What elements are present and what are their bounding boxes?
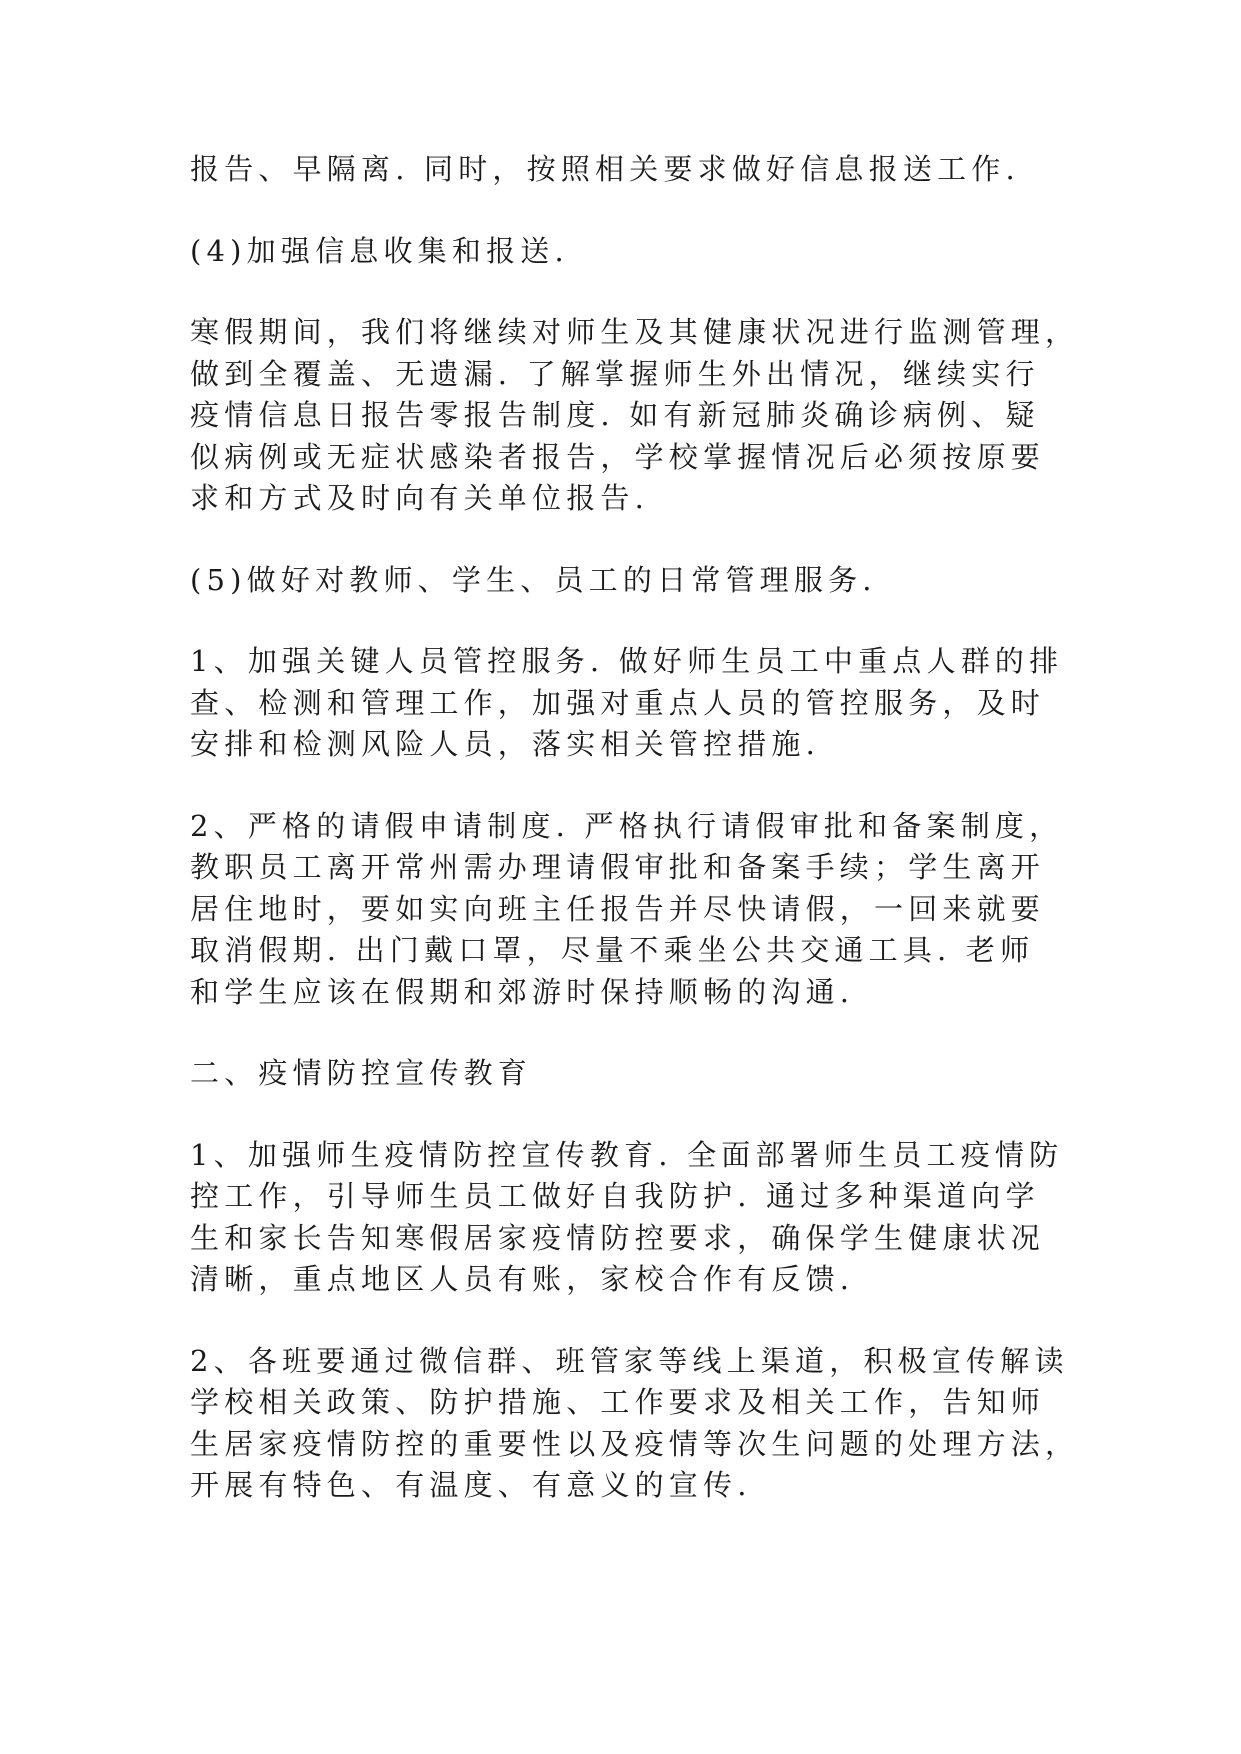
paragraph-line: 和学生应该在假期和郊游时保持顺畅的沟通. (190, 974, 855, 1009)
paragraph-line: 1、加强关键人员管控服务. 做好师生员工中重点人群的排 (190, 644, 1064, 678)
paragraph-report-intro (190, 149, 1060, 191)
paragraph-line: 疫情信息日报告零报告制度. 如有新冠肺炎确诊病例、疑 (190, 398, 1040, 432)
paragraph-line: 生和家长告知寒假居家疫情防控要求，确保学生健康状况 (190, 1220, 1046, 1255)
paragraph-line: 似病例或无症状感染者报告，学校掌握情况后必须按原要 (190, 439, 1046, 474)
paragraph-line: 2、严格的请假申请制度. 严格执行请假审批和备案制度， (190, 808, 1064, 843)
paragraph-line: 居住地时，要如实向班主任报告并尽快请假，一回来就要 (190, 891, 1046, 926)
section-heading-education: 二、疫情防控宣传教育 (190, 1056, 533, 1090)
paragraph-line: 查、检测和管理工作，加强对重点人员的管控服务，及时 (190, 685, 1046, 720)
paragraph-line: 生居家疫情防控的重要性以及疫情等次生问题的处理方法， (190, 1426, 1080, 1461)
paragraph-line: 1、加强师生疫情防控宣传教育. 全面部署师生员工疫情防 (190, 1137, 1064, 1172)
paragraph-leave-policy (190, 806, 1064, 1014)
paragraph-line: 做到全覆盖、无遗漏. 了解掌握师生外出情况，继续实行 (190, 356, 1040, 391)
paragraph-line: 教职员工离开常州需办理请假审批和备案手续；学生离开 (190, 850, 1046, 884)
paragraph-line: 控工作，引导师生员工做好自我防护. 通过多种渠道向学 (190, 1179, 1040, 1213)
paragraph-winter-monitoring (190, 312, 1080, 520)
paragraph-line: 求和方式及时向有关单位报告. (190, 481, 650, 515)
paragraph-line: 报告、早隔离. 同时，按照相关要求做好信息报送工作. (190, 152, 1020, 186)
paragraph-line: 学校相关政策、防护措施、工作要求及相关工作，告知师 (190, 1385, 1046, 1419)
subheading-info-collection: (4)加强信息收集和报送. (190, 233, 569, 268)
paragraph-line: 取消假期. 出门戴口罩，尽量不乘坐公共交通工具. 老师 (190, 933, 1035, 967)
paragraph-line: 清晰，重点地区人员有账，家校合作有反馈. (190, 1262, 855, 1296)
paragraph-line: 2、各班要通过微信群、班管家等线上渠道，积极宣传解读 (190, 1343, 1069, 1378)
paragraph-line: 寒假期间，我们将继续对师生及其健康状况进行监测管理， (190, 315, 1080, 349)
paragraph-line: 开展有特色、有温度、有意义的宣传. (190, 1468, 752, 1502)
paragraph-class-promotion (190, 1341, 1080, 1507)
paragraph-key-personnel (190, 641, 1064, 766)
paragraph-prevention-education (190, 1135, 1064, 1301)
paragraph-line: 安排和检测风险人员，落实相关管控措施. (190, 727, 821, 761)
subheading-daily-management: (5)做好对教师、学生、员工的日常管理服务. (190, 562, 877, 597)
document-body (190, 149, 1080, 1507)
